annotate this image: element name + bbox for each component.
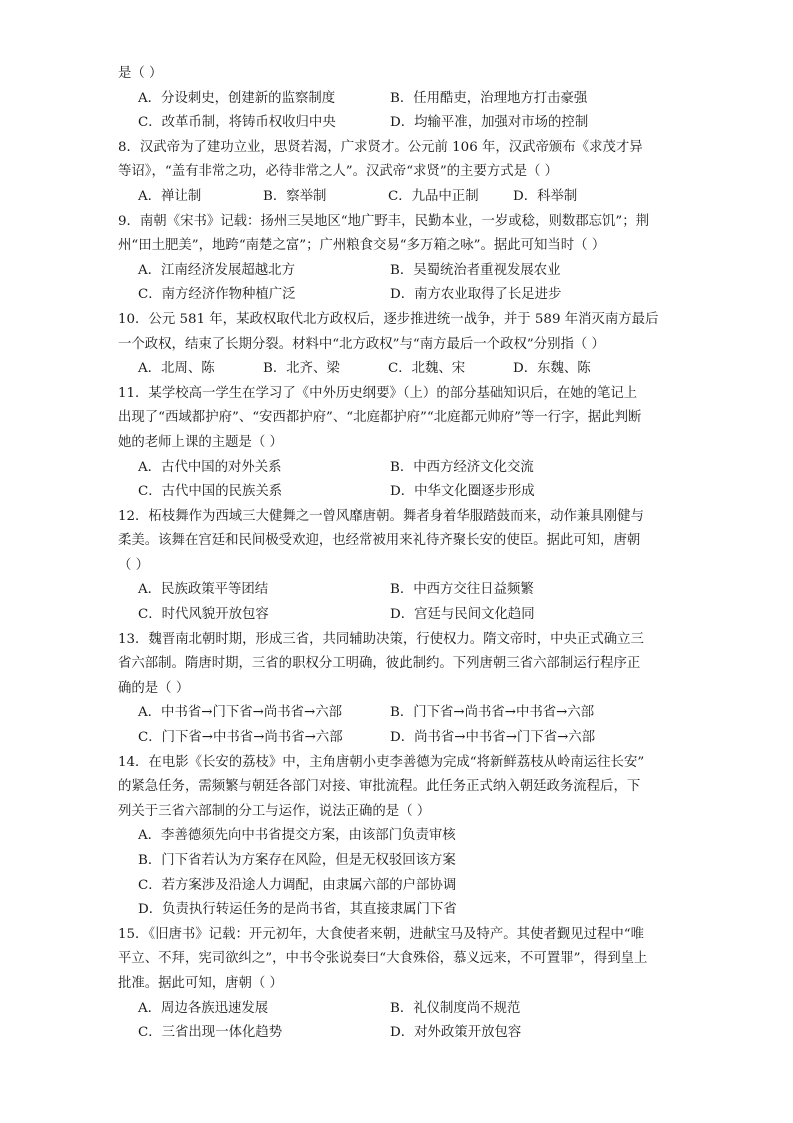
q13-option-d[interactable]: D．尚书省→中书省→门下省→六部 [390, 730, 596, 746]
q15-options-row-2 [118, 1021, 678, 1046]
q13-option-b[interactable]: B．门下省→尚书省→中书省→六部 [390, 705, 595, 721]
q11-option-d[interactable]: D．中华文化圈逐步形成 [390, 484, 535, 500]
q13-stem-line-3: 确的是（ ） [118, 680, 190, 696]
q14-option-a[interactable]: A．李善德须先向中书省提交方案，由该部门负责审核 [138, 828, 456, 844]
q14-stem-line-3: 列关于三省六部制的分工与运作，说法正确的是（ ） [118, 803, 431, 819]
q14-option-b[interactable]: B．门下省若认为方案存在风险，但是无权驳回该方案 [138, 853, 456, 868]
q14-stem-line-1: 14．在电影《长安的荔枝》中，主角唐朝小吏李善德为完成“将新鲜荔枝从岭南运往长安” [118, 754, 645, 770]
q11-option-b[interactable]: B．中西方经济文化交流 [390, 459, 534, 475]
q9-option-d[interactable]: D．南方农业取得了长足进步 [390, 287, 562, 303]
q15-options-row-1 [118, 997, 678, 1022]
q12-option-d[interactable]: D．宫廷与民间文化趋同 [390, 607, 535, 623]
q11-stem-line-2: 出现了“西域都护府”、“安西都护府”、“北庭都护府”“北庭都元帅府”等一行字，据此判断 [118, 410, 642, 426]
q7-options-row-1 [118, 87, 678, 112]
q9-stem-line-2: 州“田土肥美”，地跨“南楚之富”；广州粮食交易“多万箱之咏”。据此可知当时（ ） [118, 238, 606, 254]
q11-stem-line-1: 11．某学校高一学生在学习了《中外历史纲要》（上）的部分基础知识后，在她的笔记上 [118, 385, 638, 401]
q15-option-b[interactable]: B．礼仪制度尚不规范 [390, 1000, 521, 1016]
q8-option-b[interactable]: B．察举制 [263, 188, 327, 204]
q10-stem-line-1: 10．公元 581 年，某政权取代北方政权后，逐步推进统一战争，并于 589 年消灭南方最后 [118, 311, 659, 327]
q14-option-d[interactable]: D．负责执行转运任务的是尚书省，其直接隶属门下省 [138, 902, 457, 918]
q15-stem-line-1: 15．《旧唐书》记载：开元初年，大食使者来朝，进献宝马及特产。其使者觐见过程中“唯 [118, 926, 645, 942]
q15-stem-line-3: 批准。据此可知，唐朝（ ） [118, 975, 283, 991]
q12-option-a[interactable]: A．民族政策平等团结 [138, 582, 269, 598]
q9-option-a[interactable]: A．江南经济发展超越北方 [138, 262, 295, 278]
q11-stem-line-3: 她的老师上课的主题是（ ） [118, 434, 283, 450]
q13-options-row-1 [118, 701, 678, 726]
q13-stem-line-1: 13．魏晋南北朝时期，形成三省，共同辅助决策，行使权力。隋文帝时，中央正式确立三 [118, 631, 644, 647]
q9-stem-line-1: 9．南朝《宋书》记载：扬州三吴地区“地广野丰，民勤本业，一岁或稔，则数郡忘饥”；荆 [118, 213, 650, 229]
q13-stem-line-2: 省六部制。隋唐时期，三省的职权分工明确，彼此制约。下列唐朝三省六部制运行程序正 [118, 656, 641, 672]
q15-option-d[interactable]: D．对外政策开放包容 [390, 1025, 522, 1041]
q12-stem-line-3: （ ） [118, 557, 150, 573]
q11-options-row-1 [118, 456, 678, 481]
q14-stem-line-2: 的紧急任务，需频繁与朝廷各部门对接、审批流程。此任务正式纳入朝廷政务流程后，下 [118, 779, 641, 795]
q14-options-row-a [118, 824, 678, 849]
q8-stem-line-1: 8．汉武帝为了建功立业，思贤若渴，广求贤才。公元前 106 年，汉武帝颁布《求茂才异 [118, 139, 643, 155]
q7-options-row-2 [118, 111, 678, 136]
q7-option-b[interactable]: B．任用酷吏，治理地方打击豪强 [390, 90, 588, 106]
q8-option-d[interactable]: D．科举制 [513, 188, 578, 204]
q11-option-a[interactable]: A．古代中国的对外关系 [138, 459, 282, 475]
q11-options-row-2 [118, 480, 678, 505]
q13-option-a[interactable]: A．中书省→门下省→尚书省→六部 [138, 705, 343, 721]
q13-option-c[interactable]: C．门下省→中书省→尚书省→六部 [138, 730, 343, 746]
exam-page [118, 62, 678, 1046]
q8-options-row [118, 185, 678, 210]
q9-option-b[interactable]: B．吴蜀统治者重视发展农业 [390, 262, 561, 278]
q12-options-row-2 [118, 603, 678, 628]
q10-stem-line-2: 一个政权，结束了长期分裂。材料中“北方政权”与“南方最后一个政权”分别指（ ） [118, 336, 605, 352]
q9-options-row-1 [118, 259, 678, 284]
q10-option-a[interactable]: A．北周、陈 [138, 361, 215, 377]
q12-options-row-1 [118, 578, 678, 603]
q11-option-c[interactable]: C．古代中国的民族关系 [138, 484, 283, 500]
q10-option-c[interactable]: C．北魏、宋 [388, 361, 466, 377]
q13-options-row-2 [118, 726, 678, 751]
q12-stem-line-1: 12．柘枝舞作为西域三大健舞之一曾风靡唐朝。舞者身着华服踏鼓而来，动作兼具刚健与 [118, 508, 644, 524]
q7-stem-continued: 是（ ） [118, 66, 163, 81]
q7-option-d[interactable]: D．均输平准，加强对市场的控制 [390, 115, 589, 131]
q8-stem-line-2: 等诏》，“盖有非常之功，必待非常之人”。汉武帝“求贤”的主要方式是（ ） [118, 164, 559, 180]
q14-options-row-d [118, 898, 678, 923]
q9-option-c[interactable]: C．南方经济作物种植广泛 [138, 287, 296, 303]
q8-option-a[interactable]: A．禅让制 [138, 188, 202, 204]
q10-option-d[interactable]: D．东魏、陈 [513, 361, 591, 377]
q12-option-b[interactable]: B．中西方交往日益频繁 [390, 582, 534, 598]
q15-option-c[interactable]: C．三省出现一体化趋势 [138, 1025, 283, 1041]
q15-option-a[interactable]: A．周边各族迅速发展 [138, 1000, 269, 1016]
q15-stem-line-2: 平立、不拜，宪司欲纠之”，中书令张说奏曰“大食殊俗，慕义远来，不可置罪”，得到皇上 [118, 951, 648, 967]
q10-option-b[interactable]: B．北齐、梁 [263, 361, 340, 377]
q10-options-row [118, 357, 678, 382]
q12-stem-line-2: 柔美。该舞在宫廷和民间极受欢迎，也经常被用来礼待齐聚长安的使臣。据此可知，唐朝 [118, 533, 641, 549]
q14-options-row-b [118, 849, 678, 874]
q14-options-row-c [118, 874, 678, 899]
q7-option-a[interactable]: A．分设刺史，创建新的监察制度 [138, 90, 336, 106]
q12-option-c[interactable]: C．时代风貌开放包容 [138, 607, 269, 623]
q9-options-row-2 [118, 283, 678, 308]
q7-option-c[interactable]: C．改革币制，将铸币权收归中央 [138, 115, 336, 131]
q8-option-c[interactable]: C．九品中正制 [388, 188, 479, 204]
q14-option-c[interactable]: C．若方案涉及沿途人力调配，由隶属六部的户部协调 [138, 877, 457, 893]
